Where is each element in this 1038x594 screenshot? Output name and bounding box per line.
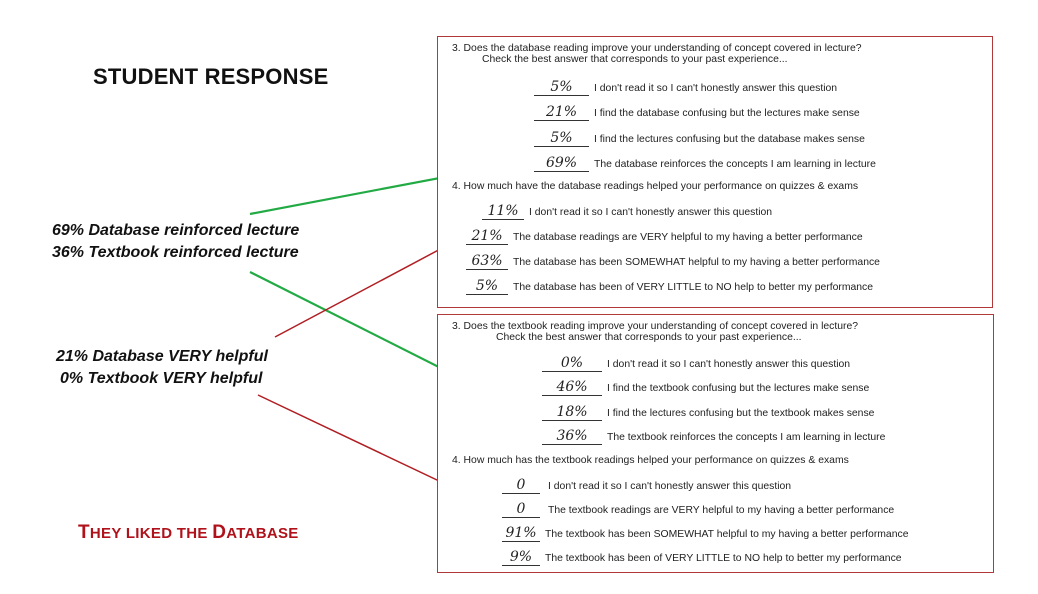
textbook-q4-option: 0 I don't read it so I can't honestly answer this question [502, 477, 791, 494]
textbook-q3-option: 0% I don't read it so I can't honestly answer this question [542, 355, 850, 372]
textbook-q4-option: 0 The textbook readings are VERY helpful to my having a better performance [502, 501, 894, 518]
database-q4-option: 21% The database readings are VERY helpful to my having a better performance [466, 228, 863, 245]
database-q3-option: 69% The database reinforces the concepts I am learning in lecture [534, 155, 876, 172]
textbook-q3-option: 18% I find the lectures confusing but the textbook makes sense [542, 404, 874, 421]
textbook-q3-question: 3. Does the textbook reading improve your understanding of concept covered in lecture? Check the best answer that corresponds to your past experience... [452, 321, 859, 343]
database-q3-question: 3. Does the database reading improve your understanding of concept covered in lecture? Check the best answer that corresponds to your past experience... [452, 43, 862, 65]
database-q3-option: 5% I don't read it so I can't honestly answer this question [534, 79, 837, 96]
textbook-reinforced-note: 36% Textbook reinforced lecture [52, 244, 299, 261]
helpful-notes [56, 346, 268, 390]
textbook-survey-scan [437, 314, 994, 573]
database-q4-option: 5% The database has been of VERY LITTLE to NO help to better my performance [466, 278, 873, 295]
reinforced-notes [52, 220, 299, 264]
textbook-q3-option: 46% I find the textbook confusing but the lectures make sense [542, 379, 869, 396]
database-reinforced-note: 69% Database reinforced lecture [52, 222, 300, 239]
conclusion-text: THEY LIKED THE DATABASE [78, 522, 299, 543]
textbook-q4-question: 4. How much has the textbook readings helped your performance on quizzes & exams [452, 455, 849, 466]
textbook-q3-option: 36% The textbook reinforces the concepts I am learning in lecture [542, 428, 885, 445]
textbook-q4-option: 91% The textbook has been SOMEWHAT helpful to my having a better performance [502, 525, 908, 542]
database-q4-option: 11% I don't read it so I can't honestly answer this question [482, 203, 772, 220]
database-survey-scan [437, 36, 993, 308]
database-q4-option: 63% The database has been SOMEWHAT helpful to my having a better performance [466, 253, 880, 270]
slide-title: STUDENT RESPONSE [93, 64, 329, 89]
textbook-helpful-note: 0% Textbook VERY helpful [60, 370, 263, 387]
database-helpful-note: 21% Database VERY helpful [56, 348, 268, 365]
database-q4-question: 4. How much have the database readings helped your performance on quizzes & exams [452, 181, 859, 192]
database-q3-option: 5% I find the lectures confusing but the database makes sense [534, 130, 865, 147]
textbook-q4-option: 9% The textbook has been of VERY LITTLE to NO help to better my performance [502, 549, 902, 566]
database-q3-option: 21% I find the database confusing but the lectures make sense [534, 104, 860, 121]
